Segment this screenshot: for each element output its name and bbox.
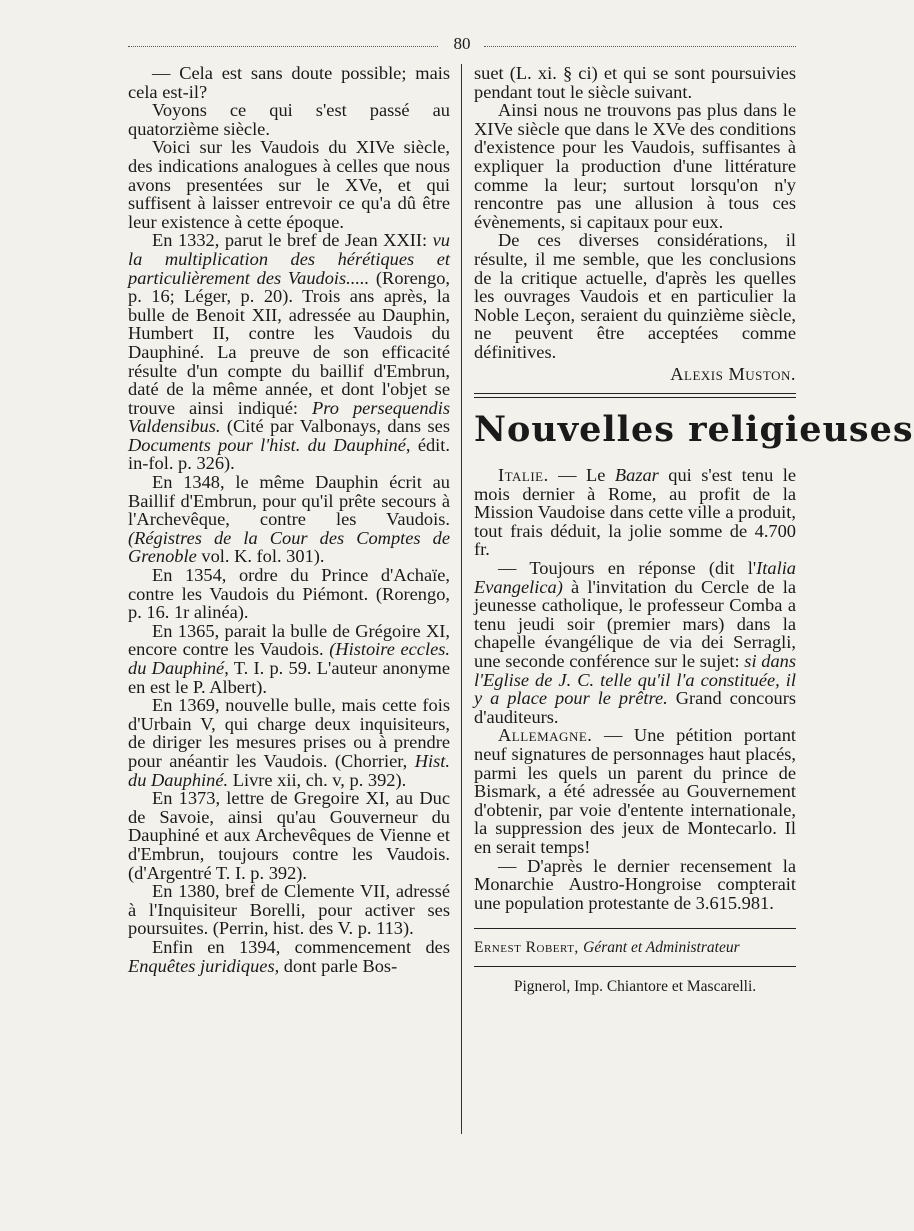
paragraph: En 1354, ordre du Prince d'Achaïe, contre les Vaudois du Piémont. (Rorengo, p. 16. 1r alinéa). xyxy=(128,565,450,623)
publisher-credit xyxy=(474,938,796,958)
text: En 1365, parait la bulle de Grégoire XI, encore contre les Vaudois. xyxy=(128,620,450,660)
paragraph xyxy=(128,231,450,473)
paragraph xyxy=(128,696,450,789)
italic-text: Bazar xyxy=(614,465,659,486)
news-item: — D'après le dernier recensement la Monarchie Austro-Hongroise compterait une population protestante de 3.615.981. xyxy=(474,855,796,913)
printer-imprint: Pignerol, Imp. Chiantore et Mascarelli. xyxy=(513,978,757,996)
paragraph xyxy=(128,622,450,696)
italic-text: Hist. du Dauphiné. xyxy=(128,750,450,790)
running-header xyxy=(128,34,796,56)
paragraph xyxy=(128,938,450,975)
text: vol. K. fol. 301). xyxy=(196,546,325,567)
section-divider xyxy=(474,393,796,398)
column-separator xyxy=(461,64,462,1134)
news-label: Allemagne. xyxy=(498,725,593,746)
news-item xyxy=(474,466,796,559)
text: (Rorengo, p. 16; Léger, p. 20). xyxy=(128,267,450,307)
paragraph: — Cela est sans doute possible; mais cela est-il? xyxy=(128,63,450,102)
paragraph: Ainsi nous ne trouvons pas plus dans le XIVe siècle que dans le XVe des conditions d'existence pour les Vaudois, suffisantes à expliquer la production d'une littérature comme la leur; surtout lorsqu'on n'y rencontre pas une allusion à tous ces évènements, si capitaux pour eux. xyxy=(474,100,796,232)
text: qui s'est tenu le mois dernier à Rome, au profit de la Mission Vaudoise dans cette ville a produit, tout frais déduit, la jolie somme de 4.700 fr. xyxy=(474,465,796,560)
text: — Le xyxy=(548,465,615,486)
paragraph: Voyons ce qui s'est passé au quatorzième siècle. xyxy=(128,100,450,139)
text: à l'invitation du Cercle de la jeunesse catholique, le professeur Comba a tenu jeudi soir (premier mars) dans la chapelle évangélique de via dei Serragli, une seconde conférence sur le sujet: xyxy=(474,576,796,672)
text: En 1369, nouvelle bulle, mais cette fois d'Urbain V, qui charge deux inquisiteurs, de diriger les mesures prises ou à prendre pour anéantir les Vaudois. (Chorrier, xyxy=(128,695,450,771)
italic-text: (Histoire eccles. du Dauphiné xyxy=(128,639,450,678)
text: , T. I. p. 59. L'auteur anonyme en est le P. Albert). xyxy=(128,658,450,697)
header-rule-left xyxy=(128,46,438,47)
manager-name: Ernest Robert, xyxy=(474,939,584,957)
italic-text: (Régistres de la Cour des Comptes de Grenoble xyxy=(128,527,450,567)
paragraph: En 1373, lettre de Gregoire XI, au Duc de Savoie, ainsi qu'au Gouverneur du Dauphiné et aux Archevêques de Vienne et d'Embrun, toujours contre les Vaudois. (d'Argentré T. I. p. 392). xyxy=(128,788,450,883)
section-title: Nouvelles religieuses xyxy=(474,409,914,451)
paragraph: Voici sur les Vaudois du XIVe siècle, des indications analogues à celles que nous avons presentées sur le XVe, et qui suffisent à laisser entrevoir ce qu'a dû être leur existence à cette époque. xyxy=(128,137,450,232)
text: Livre xii, ch. v, p. 392). xyxy=(228,769,407,790)
news-label: Italie. xyxy=(498,465,549,486)
news-item xyxy=(474,559,796,726)
paragraph: suet (L. xi. § ci) et qui se sont poursuivies pendant tout le siècle suivant. xyxy=(474,63,796,102)
page-number: 80 xyxy=(453,34,471,53)
italic-text: si dans l'Eglise de J. C. telle qu'il l'a constituée, il y a place pour le prêtre. xyxy=(474,651,796,709)
text: Enfin en 1394, commencement des xyxy=(152,936,450,957)
paragraph: En 1380, bref de Clemente VII, adressé à l'Inquisiteur Borelli, pour activer ses poursuites. (Perrin, hist. des V. p. 113). xyxy=(128,881,450,939)
italic-text: Enquêtes juridiques, xyxy=(128,955,280,976)
italic-text: vu la multiplication des hérétiques et particulièrement des Vaudois..... xyxy=(128,230,450,288)
text: — Toujours en réponse (dit l' xyxy=(498,558,757,579)
text: Grand concours d'auditeurs. xyxy=(474,688,796,727)
left-column xyxy=(128,64,450,975)
italic-text: Italia Evangelica) xyxy=(474,558,796,597)
footer-rule-2 xyxy=(474,966,796,967)
text: , édit. in-fol. p. 326). xyxy=(128,434,450,474)
news-item xyxy=(474,726,796,856)
italic-text: Documents pour l'hist. du Dauphiné xyxy=(128,434,406,455)
italic-text: Pro persequendis Valdensibus. xyxy=(128,397,450,437)
text: Trois ans après, la bulle de Benoit XII, adressée au Dauphin, Humbert II, contre les Vaudois du Dauphiné. La preuve de son efficacité résulte d'un compte du baillif d'Embrun, daté de la même année, et dont l'objet se trouve ainsi indiqué: xyxy=(128,286,450,418)
footer-rule xyxy=(474,928,796,929)
text: En 1332, parut le bref de Jean XXII: xyxy=(152,230,433,251)
paragraph xyxy=(128,473,450,566)
header-rule-right xyxy=(484,46,796,47)
right-column xyxy=(474,63,914,997)
text: dont parle Bos- xyxy=(279,955,398,976)
text: (Cité par Valbonays, dans ses xyxy=(220,416,450,437)
text: — Une pétition portant neuf signatures de personnages haut placés, parmi les quels un parent du prince de Bismark, a été adressée au Gouvernement d'obtenir, par voie d'entente internationale, la suppression des jeux de Montecarlo. Il en serait temps! xyxy=(474,725,796,857)
text: En 1348, le même Dauphin écrit au Baillif d'Embrun, pour qu'il prête secours à l'Archevêque, contre les Vaudois. xyxy=(128,472,450,530)
manager-role: Gérant et Administrateur xyxy=(583,939,740,957)
author-signature: Alexis Muston. xyxy=(670,363,796,384)
paragraph: De ces diverses considérations, il résulte, il me semble, que les conclusions de la critique actuelle, d'après les quelles les ouvrages Vaudois et en particulier la Noble Leçon, seraient du quinzième siècle, ne peuvent être acceptées comme définitives. xyxy=(474,230,796,362)
